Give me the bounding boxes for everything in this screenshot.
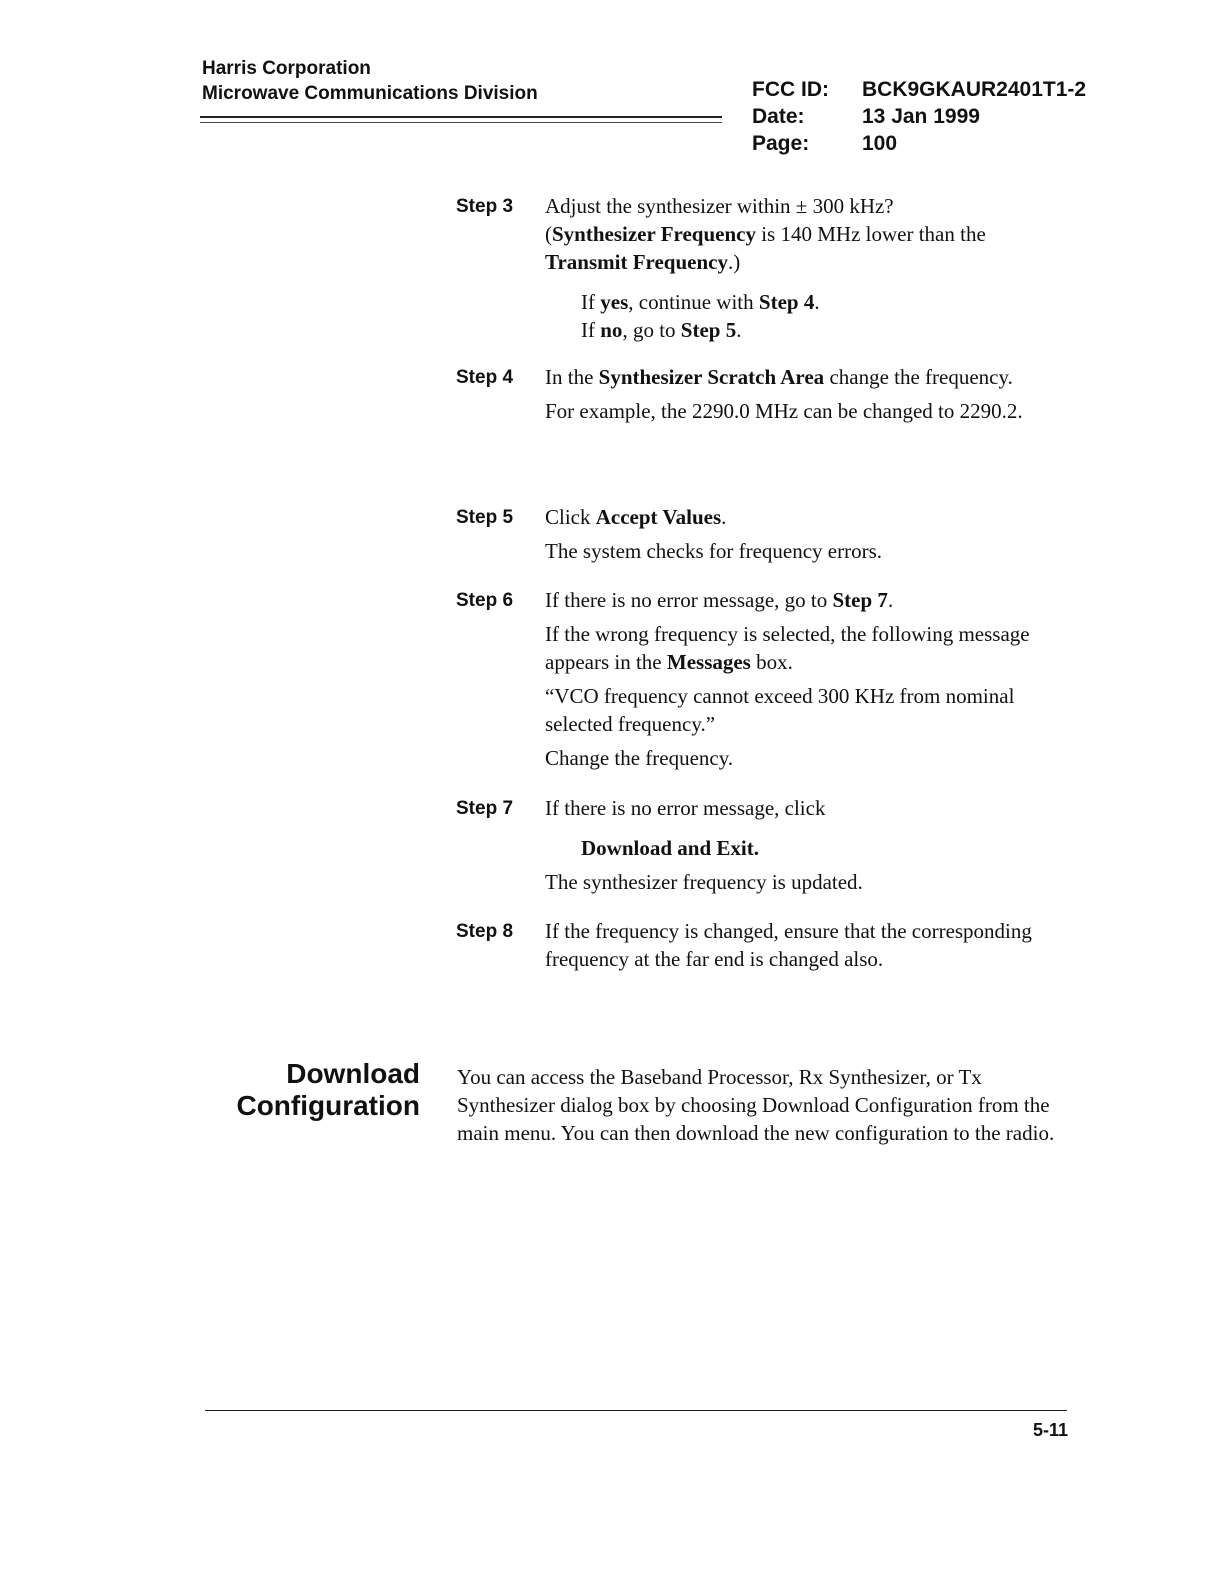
step-3-body [545,192,1065,350]
step-6-p2a: If the wrong frequency is selected, the following message appears in the [545,622,1030,674]
step-3-bold-1: Synthesizer Frequency [552,222,756,246]
header-rule [200,116,722,118]
division-name: Microwave Communications Division [202,83,538,104]
step-8-body [545,917,1035,979]
step-4-example: For example, the 2290.0 MHz can be changed to 2290.2. [545,399,1023,423]
step-6-label: Step 6 [456,590,514,611]
date-value: 13 Jan 1999 [862,105,980,128]
step-3-text [545,192,1065,276]
section-body: You can access the Baseband Processor, Rx Synthesizer, or Tx Synthesizer dialog box by choosing Download Configuration from the main menu. You can then download the new configuration to the radio. [457,1065,1055,1145]
step-6-step-ref: Step 7 [832,588,888,612]
fcc-id-value: BCK9GKAUR2401T1-2 [862,78,1087,101]
step-5-text-1: Click [545,505,596,529]
step-6-wrong-freq [545,620,1065,676]
step-5-bold: Accept Values [595,505,722,529]
step-3-label: Step 3 [456,196,514,217]
step-8-text: If the frequency is changed, ensure that the corresponding frequency at the far end is changed also. [545,919,1032,971]
step-6-body [545,586,1065,778]
yes-word: yes [600,290,629,314]
step-3-bold-2: Transmit Frequency [545,250,728,274]
step-4-text-1: In the [545,365,599,389]
step-3-branches [545,288,1065,344]
step-6-messages: Messages [666,650,751,674]
step-5-result: The system checks for frequency errors. [545,539,883,563]
step-3-text-2: is 140 MHz lower than the [755,222,986,246]
step-5-text [545,503,1065,531]
step-4-body [545,363,1065,431]
no-step-ref: Step 5 [680,318,737,342]
step-7-bold: Download and Exit [581,836,754,860]
page-number: 5-11 [1032,1420,1068,1440]
yes-pre: If [581,290,601,314]
company-name: Harris Corporation [202,58,371,79]
step-5-text-2: . [721,505,727,529]
step-7-body [545,794,1065,902]
step-4-label: Step 4 [456,367,514,388]
step-4-text-2: change the frequency. [824,365,1013,389]
step-5-body [545,503,1065,571]
step-6-text [545,586,1065,614]
no-end: . [736,318,742,342]
step-7-text: If there is no error message, click [545,796,826,820]
step-3-paren-close: .) [727,250,741,274]
step-4-bold: Synthesizer Scratch Area [598,365,825,389]
step-6-text-1: If there is no error message, go to [545,588,833,612]
document-id-block [752,76,1086,157]
step-6-text-2: . [887,588,894,612]
page-label: Page: [752,132,810,155]
step-7-label: Step 7 [456,798,514,819]
step-7-bold-end: . [753,836,759,860]
header-rule-thin [200,122,722,123]
step-4-text [545,363,1065,391]
fcc-id-label: FCC ID: [752,78,829,101]
footer-rule [205,1410,1067,1411]
section-title-line-2: Configuration [236,1090,420,1121]
step-6-quote: “VCO frequency cannot exceed 300 KHz from nominal selected frequency.” [545,684,1015,736]
section-title-line-1: Download [286,1058,420,1089]
no-mid: , go to [622,318,681,342]
no-pre: If [581,318,601,342]
step-8-label: Step 8 [456,921,514,942]
company-header [202,56,538,106]
step-5-label: Step 5 [456,507,514,528]
step-7-action [545,834,1065,862]
page-value: 100 [862,132,898,155]
yes-step-ref: Step 4 [758,290,815,314]
step-6-change: Change the frequency. [545,746,734,770]
step-3-paren-open: ( [545,222,552,246]
date-label: Date: [752,105,805,128]
yes-end: . [814,290,820,314]
yes-mid: , continue with [628,290,759,314]
section-title [200,1058,420,1122]
step-6-p2c: box. [750,650,793,674]
step-7-result: The synthesizer frequency is updated. [545,870,863,894]
step-3-question: Adjust the synthesizer within ± 300 kHz? [545,194,894,218]
no-word: no [600,318,623,342]
